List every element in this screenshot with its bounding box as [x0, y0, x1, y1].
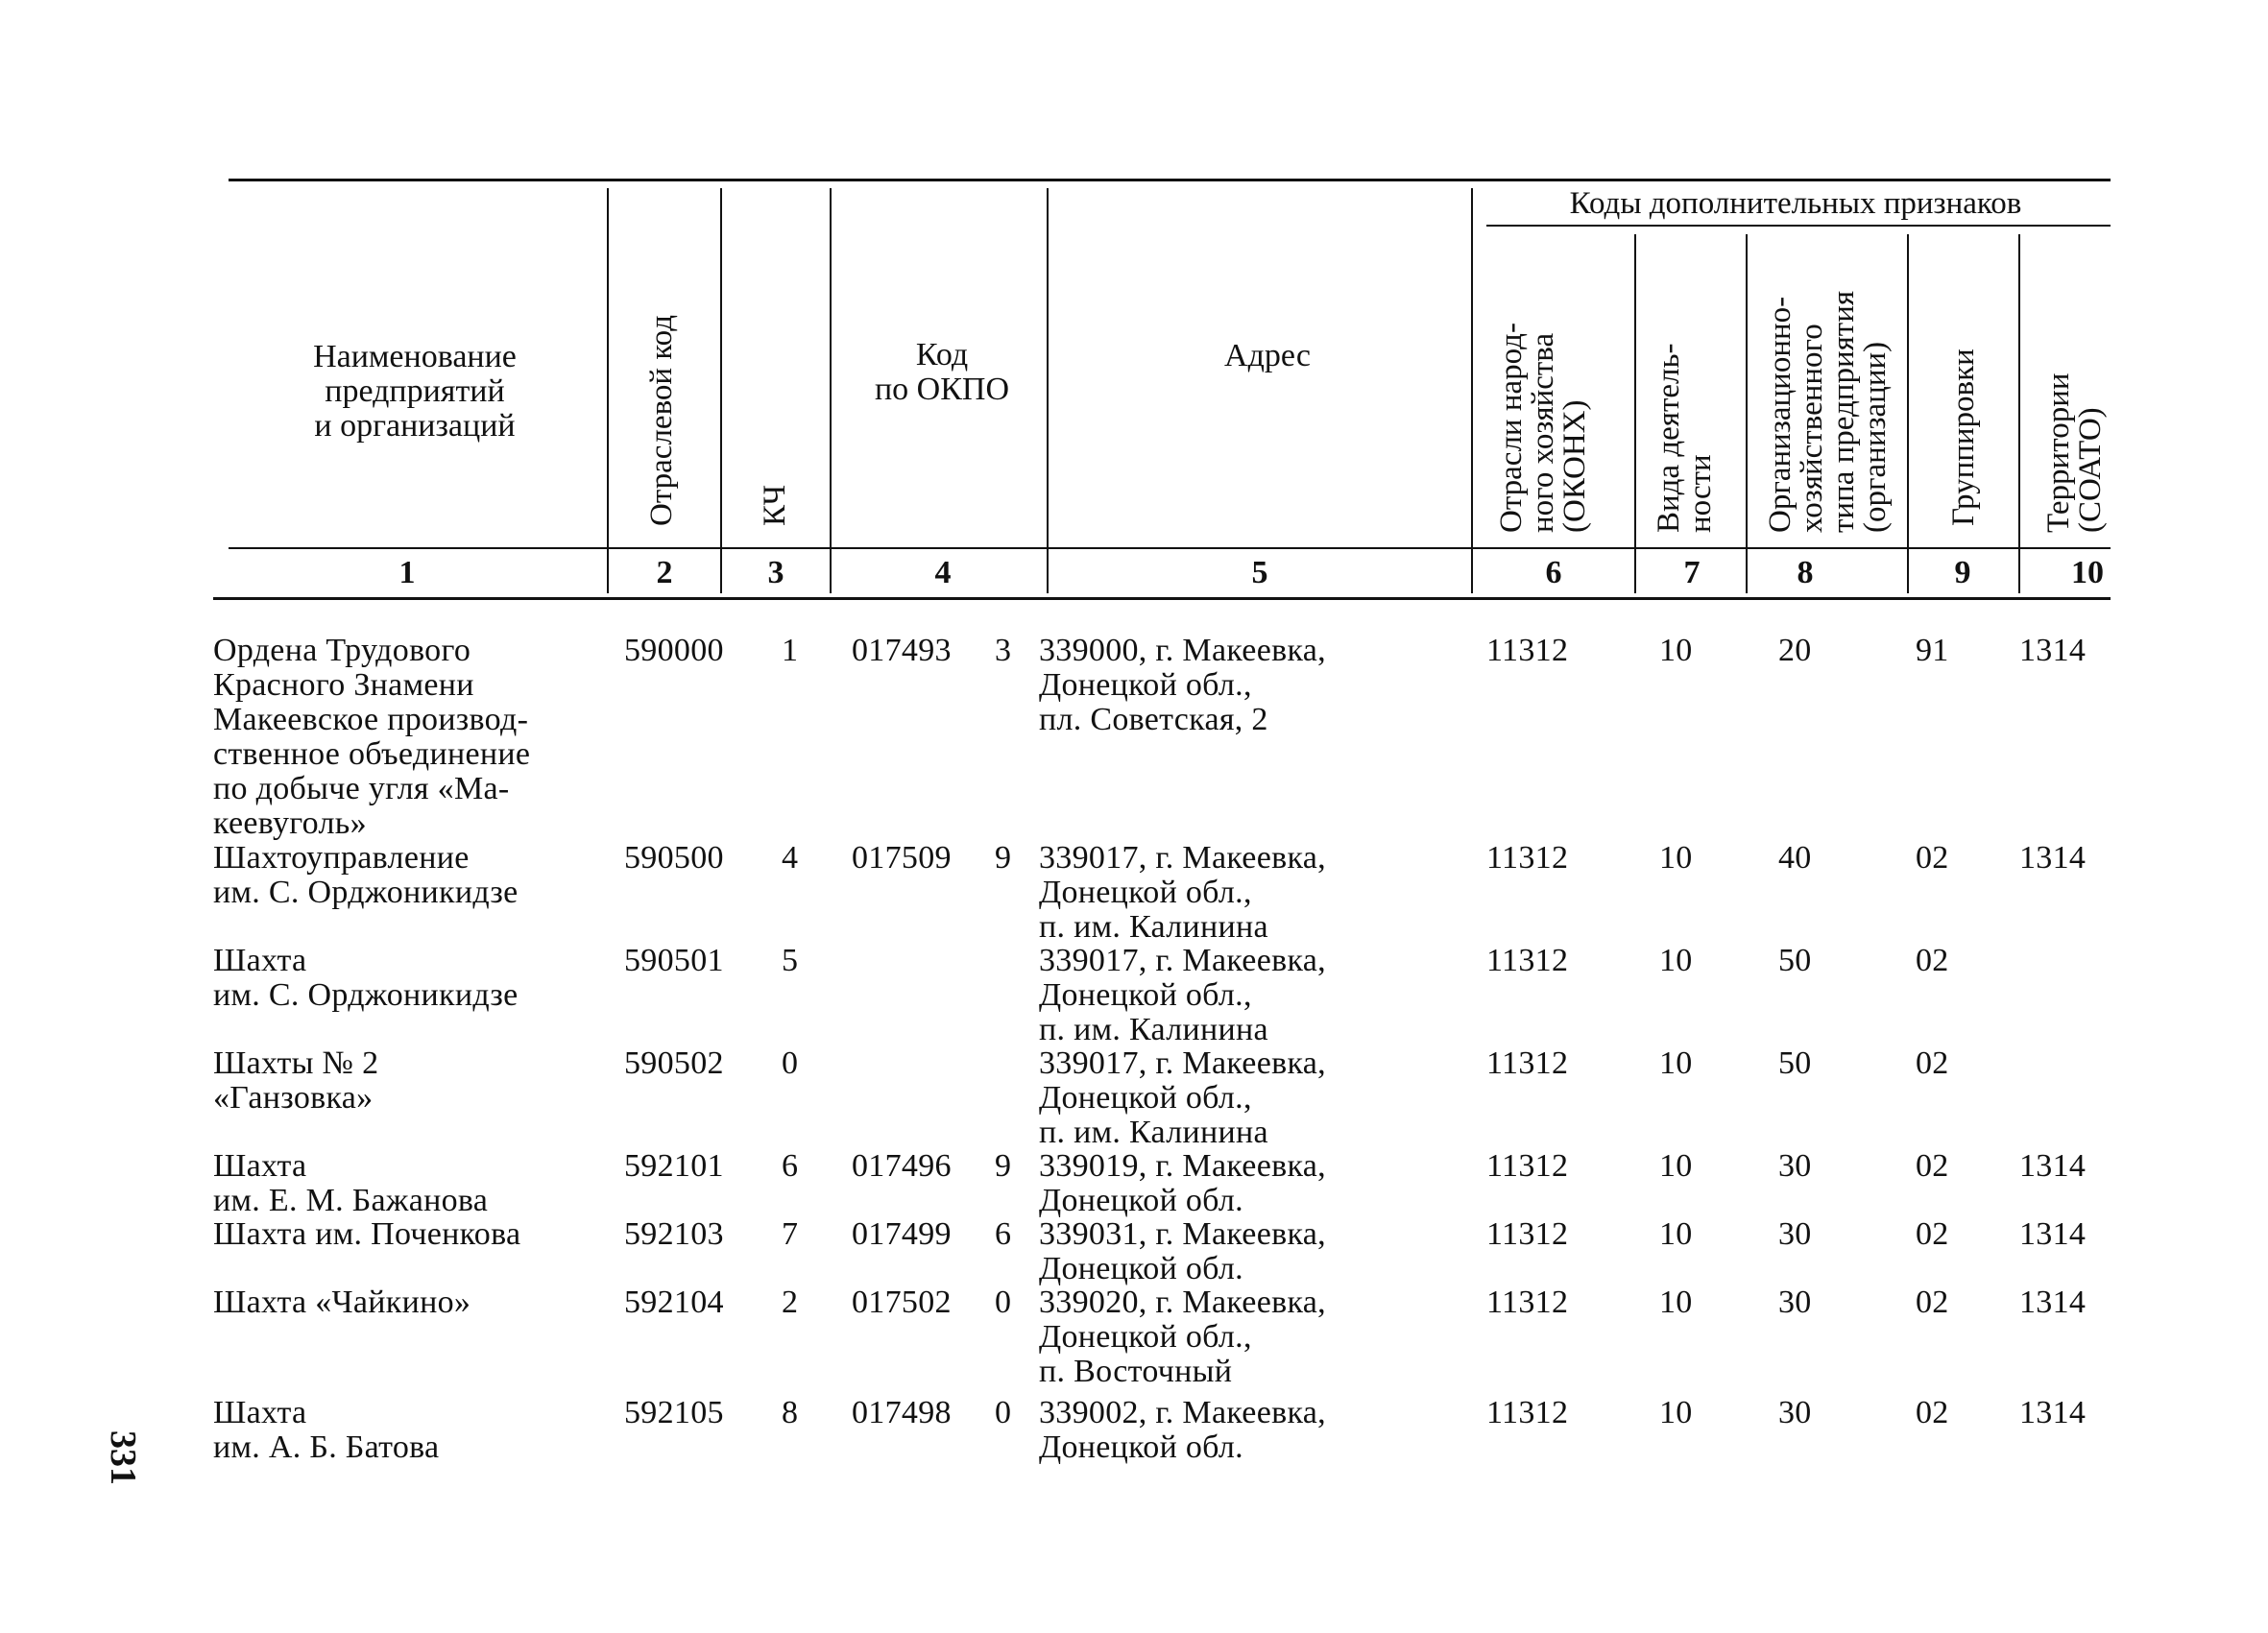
row-grp: 02	[1916, 1045, 1949, 1081]
row-vid: 10	[1659, 943, 1693, 978]
row-okpo-check: 9	[995, 840, 1012, 876]
row-vid: 10	[1659, 1395, 1693, 1430]
row-okonh: 11312	[1486, 1216, 1569, 1252]
row-okonh: 11312	[1486, 633, 1569, 668]
col-number-9: 9	[1954, 555, 1971, 590]
row-kch: 0	[782, 1045, 799, 1081]
row-kch: 1	[782, 633, 799, 668]
row-okpo-check: 0	[995, 1285, 1012, 1320]
row-kch: 6	[782, 1148, 799, 1184]
row-address: 339002, г. Макеевка, Донецкой обл.	[1039, 1395, 1326, 1465]
col-number-10: 10	[2071, 555, 2104, 590]
row-name: Шахта им. С. Орджоникидзе	[213, 943, 519, 1013]
group-title: Коды дополнительных признаков	[1569, 186, 2022, 221]
row-name: Шахта им. Поченкова	[213, 1216, 521, 1252]
row-okpo: 017502	[852, 1285, 952, 1320]
row-address: 339019, г. Макеевка, Донецкой обл.	[1039, 1148, 1326, 1218]
row-grp: 02	[1916, 840, 1949, 876]
col-number-7: 7	[1683, 555, 1701, 590]
row-grp: 02	[1916, 1285, 1949, 1320]
divider-col7-col8	[1746, 234, 1748, 593]
row-org: 30	[1778, 1148, 1812, 1184]
row-code: 592101	[624, 1148, 724, 1184]
divider-col9-col10	[2018, 234, 2020, 593]
row-grp: 02	[1916, 1395, 1949, 1430]
divider-col5-col6	[1471, 188, 1473, 593]
header-col4: Код по ОКПО	[874, 337, 1010, 407]
header-col5: Адрес	[1224, 338, 1311, 373]
divider-col6-col7	[1634, 234, 1636, 593]
row-code: 592105	[624, 1395, 724, 1430]
col-number-5: 5	[1251, 555, 1268, 590]
header-col8: Организационно- хозяйственного типа предприятия (организации)	[1763, 290, 1893, 533]
row-soato: 1314	[2019, 840, 2087, 876]
row-code: 592104	[624, 1285, 724, 1320]
row-soato: 1314	[2019, 1285, 2087, 1320]
row-kch: 5	[782, 943, 799, 978]
row-okpo: 017509	[852, 840, 952, 876]
row-kch: 4	[782, 840, 799, 876]
row-grp: 02	[1916, 1148, 1949, 1184]
row-org: 30	[1778, 1285, 1812, 1320]
row-kch: 8	[782, 1395, 799, 1430]
col-number-3: 3	[767, 555, 784, 590]
row-org: 30	[1778, 1216, 1812, 1252]
row-okonh: 11312	[1486, 840, 1569, 876]
row-name: Шахты № 2 «Ганзовка»	[213, 1045, 379, 1116]
divider-col1-col2	[607, 188, 609, 593]
row-vid: 10	[1659, 1285, 1693, 1320]
row-okonh: 11312	[1486, 1045, 1569, 1081]
col-number-2: 2	[656, 555, 673, 590]
row-vid: 10	[1659, 633, 1693, 668]
header-top-rule	[229, 179, 2111, 181]
row-org: 50	[1778, 943, 1812, 978]
row-okonh: 11312	[1486, 1395, 1569, 1430]
header-col7: Вида деятель- ности	[1652, 343, 1718, 533]
header-col3: КЧ	[758, 484, 792, 526]
col-number-1: 1	[398, 555, 416, 590]
row-kch: 2	[782, 1285, 799, 1320]
row-soato: 1314	[2019, 633, 2087, 668]
row-soato: 1314	[2019, 1148, 2087, 1184]
row-kch: 7	[782, 1216, 799, 1252]
row-okpo-check: 9	[995, 1148, 1012, 1184]
row-okonh: 11312	[1486, 943, 1569, 978]
row-address: 339031, г. Макеевка, Донецкой обл.	[1039, 1216, 1326, 1286]
row-grp: 02	[1916, 1216, 1949, 1252]
row-okpo: 017496	[852, 1148, 952, 1184]
header-col6: Отрасли народ- ного хозяйства (ОКОНХ)	[1494, 323, 1592, 533]
divider-col4-col5	[1047, 188, 1049, 593]
row-okonh: 11312	[1486, 1285, 1569, 1320]
row-org: 30	[1778, 1395, 1812, 1430]
row-code: 590502	[624, 1045, 724, 1081]
header-col1: Наименование предприятий и организаций	[313, 339, 517, 444]
header-col9: Группировки	[1946, 348, 1981, 526]
col-number-4: 4	[934, 555, 952, 590]
row-address: 339017, г. Макеевка, Донецкой обл., п. им. Калинина	[1039, 943, 1326, 1047]
divider-col8-col9	[1907, 234, 1909, 593]
row-org: 20	[1778, 633, 1812, 668]
row-name: Шахта им. Е. М. Бажанова	[213, 1148, 489, 1218]
row-vid: 10	[1659, 840, 1693, 876]
row-grp: 91	[1916, 633, 1949, 668]
row-vid: 10	[1659, 1148, 1693, 1184]
row-soato: 1314	[2019, 1216, 2087, 1252]
row-okpo: 017498	[852, 1395, 952, 1430]
row-vid: 10	[1659, 1216, 1693, 1252]
row-okpo-check: 3	[995, 633, 1012, 668]
col-number-6: 6	[1545, 555, 1562, 590]
row-name: Шахта им. А. Б. Батова	[213, 1395, 440, 1465]
row-code: 590500	[624, 840, 724, 876]
row-okpo: 017499	[852, 1216, 952, 1252]
row-address: 339017, г. Макеевка, Донецкой обл., п. им. Калинина	[1039, 1045, 1326, 1150]
row-okpo-check: 0	[995, 1395, 1012, 1430]
header-col2: Отраслевой код	[644, 314, 679, 526]
row-address: 339000, г. Макеевка, Донецкой обл., пл. Советская, 2	[1039, 633, 1326, 737]
divider-col3-col4	[830, 188, 832, 593]
divider-col2-col3	[720, 188, 722, 593]
header-col10: Территории (СОАТО)	[2041, 372, 2108, 533]
row-org: 50	[1778, 1045, 1812, 1081]
row-name: Ордена Трудового Красного Знамени Макеевское производ- ственное объединение по добыче угля «Ма- кеевуголь»	[213, 633, 531, 841]
row-okonh: 11312	[1486, 1148, 1569, 1184]
page-number: 331	[103, 1430, 143, 1485]
col-number-8: 8	[1797, 555, 1814, 590]
row-code: 590000	[624, 633, 724, 668]
row-vid: 10	[1659, 1045, 1693, 1081]
row-soato: 1314	[2019, 1395, 2087, 1430]
header-number-top-rule	[229, 547, 2111, 549]
row-name: Шахтоуправление им. С. Орджоникидзе	[213, 840, 519, 910]
row-org: 40	[1778, 840, 1812, 876]
row-code: 590501	[624, 943, 724, 978]
header-bottom-rule	[213, 597, 2111, 600]
row-code: 592103	[624, 1216, 724, 1252]
row-okpo: 017493	[852, 633, 952, 668]
row-okpo-check: 6	[995, 1216, 1012, 1252]
row-grp: 02	[1916, 943, 1949, 978]
row-address: 339020, г. Макеевка, Донецкой обл., п. Восточный	[1039, 1285, 1326, 1389]
row-name: Шахта «Чайкино»	[213, 1285, 471, 1320]
row-address: 339017, г. Макеевка, Донецкой обл., п. им. Калинина	[1039, 840, 1326, 945]
